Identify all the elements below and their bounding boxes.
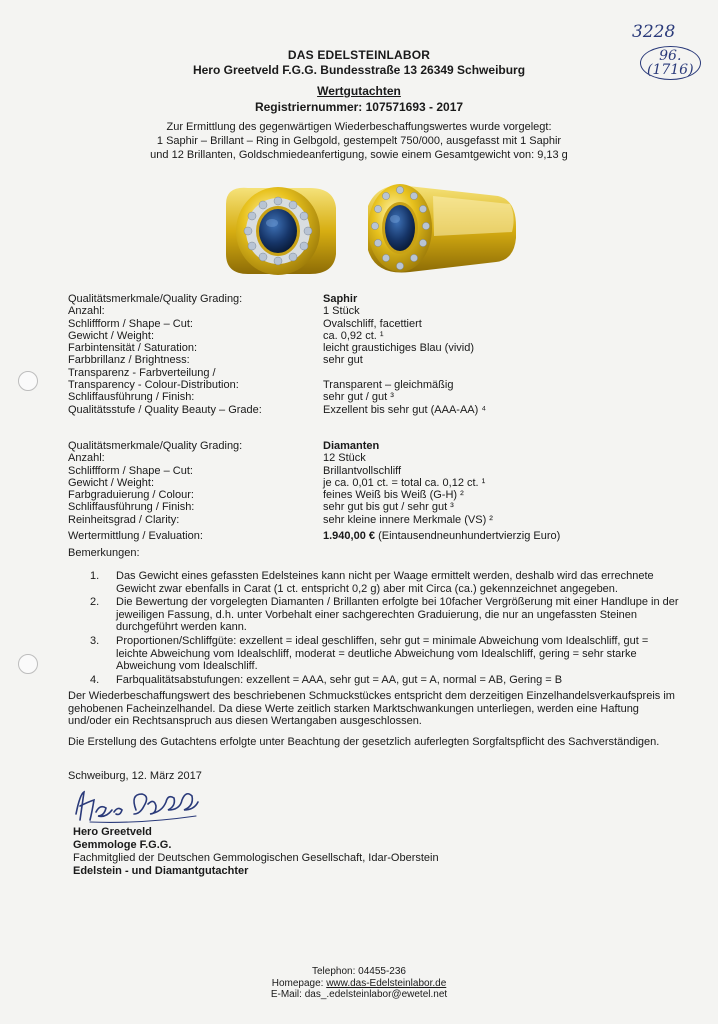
grading-label: Qualitätsmerkmale/Quality Grading: [68, 293, 243, 305]
remark-text: Die Bewertung der vorgelegten Diamanten / Brillanten erfolgte bei 10facher Vergrößerung mit einer Handlupe in der jeweiligen Fassung, d.h. unter Vorbehalt einer sachgerechten Graduierung, die nur an ungefassten Steinen durchgeführt werden kann. [116, 596, 679, 634]
colour-label: Farbgraduierung / Colour: [68, 489, 194, 502]
remark-item [90, 596, 680, 634]
handwritten-note-line1: 96. [659, 48, 682, 64]
diamond-grading [68, 440, 560, 542]
diamond-row [68, 477, 560, 489]
weight-value: ca. 0,92 ct. ¹ [323, 329, 384, 342]
signer-block [73, 826, 439, 878]
brightness-value: sehr gut [323, 354, 363, 367]
sapphire-row [68, 293, 486, 305]
finish-label: Schliffausführung / Finish: [68, 501, 195, 514]
remark-text: Farbqualitätsabstufungen: exzellent = AAA, sehr gut = AA, gut = A, normal = AB, Gering = B [116, 673, 563, 686]
remark-item [90, 674, 680, 687]
diamond-row [68, 501, 560, 513]
homepage-label: Homepage: [271, 977, 327, 989]
remark-item [90, 635, 680, 673]
transparency-label-1: Transparenz - Farbverteilung / [68, 366, 216, 379]
diligence-paragraph: Die Erstellung des Gutachtens erfolgte unter Beachtung der gesetzlich auferlegten Sorgfaltspflicht des Sachverständigen. [68, 736, 660, 748]
transparency-value: Transparent – gleichmäßig [323, 379, 454, 392]
intro-line-2: 1 Saphir – Brillant – Ring in Gelbgold, gestempelt 750/000, ausgefasst mit 1 Saphir [156, 135, 562, 147]
finish-value: sehr gut / gut ³ [323, 391, 394, 404]
evaluation-words: (Eintausendneunhundertvierzig Euro) [378, 530, 561, 543]
diamond-row [68, 452, 560, 464]
place-date: Schweiburg, 12. März 2017 [68, 770, 202, 782]
grading-label: Qualitätsmerkmale/Quality Grading: [68, 440, 243, 452]
finish-value: sehr gut bis gut / sehr gut ³ [323, 501, 454, 514]
sapphire-grading [68, 293, 486, 416]
evaluation-label: Wertermittlung / Evaluation: [68, 530, 203, 543]
intro-line-3: und 12 Brillanten, Goldschmiedeanfertigung, sowie einem Gesamtgewicht von: 9,13 g [150, 149, 568, 161]
remark-text: Das Gewicht eines gefassten Edelsteines kann nicht per Waage ermittelt werden, deshalb wird das errechnete Gewicht zwar ebenfalls in Carat (1 ct. entspricht 0,2 g) aber mit Circa (ca.) gekennzeichnet angegeben. [116, 570, 654, 595]
sapphire-row [68, 330, 486, 342]
colour-value: feines Weiß bis Weiß (G-H) ² [323, 489, 464, 502]
remark-item [90, 570, 680, 595]
punch-hole [18, 654, 38, 674]
diamond-row [68, 440, 560, 452]
cut-value: Ovalschliff, facettiert [323, 317, 422, 330]
diamond-row [68, 489, 560, 501]
weight-label: Gewicht / Weight: [68, 329, 154, 342]
remark-number: 4. [90, 673, 100, 686]
clarity-label: Reinheitsgrad / Clarity: [68, 513, 180, 526]
sapphire-row [68, 318, 486, 330]
evaluation-value [323, 530, 560, 542]
intro-text [0, 120, 718, 162]
sapphire-row [68, 354, 486, 366]
footer [0, 966, 718, 1001]
intro-line-1: Zur Ermittlung des gegenwärtigen Wiederbeschaffungswertes wurde vorgelegt: [166, 121, 552, 133]
count-value: 12 Stück [323, 452, 366, 465]
lab-name: DAS EDELSTEINLABOR [287, 48, 431, 62]
evaluation-row [68, 530, 560, 542]
count-value: 1 Stück [323, 305, 360, 318]
sapphire-row [68, 379, 486, 391]
signer-title: Gemmologe F.G.G. [73, 839, 172, 851]
transparency-label-2: Transparency - Colour-Distribution: [68, 379, 239, 392]
count-label: Anzahl: [68, 452, 105, 465]
handwritten-note-line2: (1716) [647, 62, 694, 78]
sapphire-row [68, 391, 486, 403]
signer-membership: Fachmitglied der Deutschen Gemmologischen Gesellschaft, Idar-Oberstein [73, 852, 439, 864]
remark-number: 1. [90, 570, 100, 582]
cut-value: Brillantvollschliff [323, 464, 402, 477]
footer-homepage [0, 978, 718, 990]
count-label: Anzahl: [68, 305, 105, 318]
grade-label: Qualitätsstufe / Quality Beauty – Grade: [68, 403, 262, 416]
grade-value: Exzellent bis sehr gut (AAA-AA) ⁴ [323, 403, 487, 416]
clarity-value: sehr kleine innere Merkmale (VS) ² [323, 513, 493, 526]
saturation-value: leicht graustichiges Blau (vivid) [323, 342, 475, 355]
signer-role: Edelstein - und Diamantgutachter [73, 865, 249, 877]
sapphire-row [68, 367, 486, 379]
cut-label: Schliffform / Shape – Cut: [68, 317, 193, 330]
signature [70, 784, 210, 828]
finish-label: Schliffausführung / Finish: [68, 391, 195, 404]
punch-hole [18, 371, 38, 391]
stone-type: Diamanten [323, 440, 380, 452]
homepage-link[interactable]: www.das-Edelsteinlabor.de [326, 977, 447, 989]
sapphire-row [68, 305, 486, 317]
signer-name: Hero Greetveld [73, 826, 152, 838]
lab-address: Hero Greetveld F.G.G. Bundesstraße 13 26349 Schweiburg [192, 63, 526, 77]
remark-text: Proportionen/Schliffgüte: exzellent = ideal geschliffen, sehr gut = minimale Abweichung vom Idealschliff, gut = leichte Abweichung vom Idealschliff, moderat = deutliche Abweichung vom Idealschliff, gering = sehr starke Abweichung vom Idealschliff. [116, 634, 649, 673]
cut-label: Schliffform / Shape – Cut: [68, 464, 193, 477]
remark-number: 2. [90, 596, 100, 609]
ring-photo [218, 176, 518, 280]
saturation-label: Farbintensität / Saturation: [68, 342, 198, 355]
evaluation-amount: 1.940,00 € [323, 530, 375, 543]
diamond-row [68, 465, 560, 477]
liability-paragraph: Der Wiederbeschaffungswert des beschriebenen Schmuckstückes entspricht dem derzeitigen Einzelhandelsverkaufspreis im gehobenen Facheinzelhandel. Da diese Werte zeitlich starken Marktschwankungen unterliegen, werden eine Haftung und/oder ein Rechtsanspruch aus diesen Wertangaben ausgeschlossen. [68, 690, 675, 728]
footer-email: E-Mail: das_.edelsteinlabor@ewetel.net [270, 989, 448, 1000]
remarks-title: Bemerkungen: [68, 547, 140, 559]
sapphire-row [68, 404, 486, 416]
handwritten-number: 3228 [632, 22, 676, 42]
footer-phone: Telephon: 04455-236 [312, 966, 406, 977]
weight-label: Gewicht / Weight: [68, 476, 154, 489]
brightness-label: Farbbrillanz / Brightness: [68, 354, 190, 367]
document-type: Wertgutachten [317, 84, 401, 98]
diamond-row [68, 514, 560, 526]
remarks-list [90, 570, 680, 687]
remark-number: 3. [90, 634, 100, 647]
stone-type: Saphir [323, 293, 358, 305]
sapphire-row [68, 342, 486, 354]
weight-value: je ca. 0,01 ct. = total ca. 0,12 ct. ¹ [323, 476, 486, 489]
registration-number: Registriernummer: 107571693 - 2017 [254, 100, 464, 114]
